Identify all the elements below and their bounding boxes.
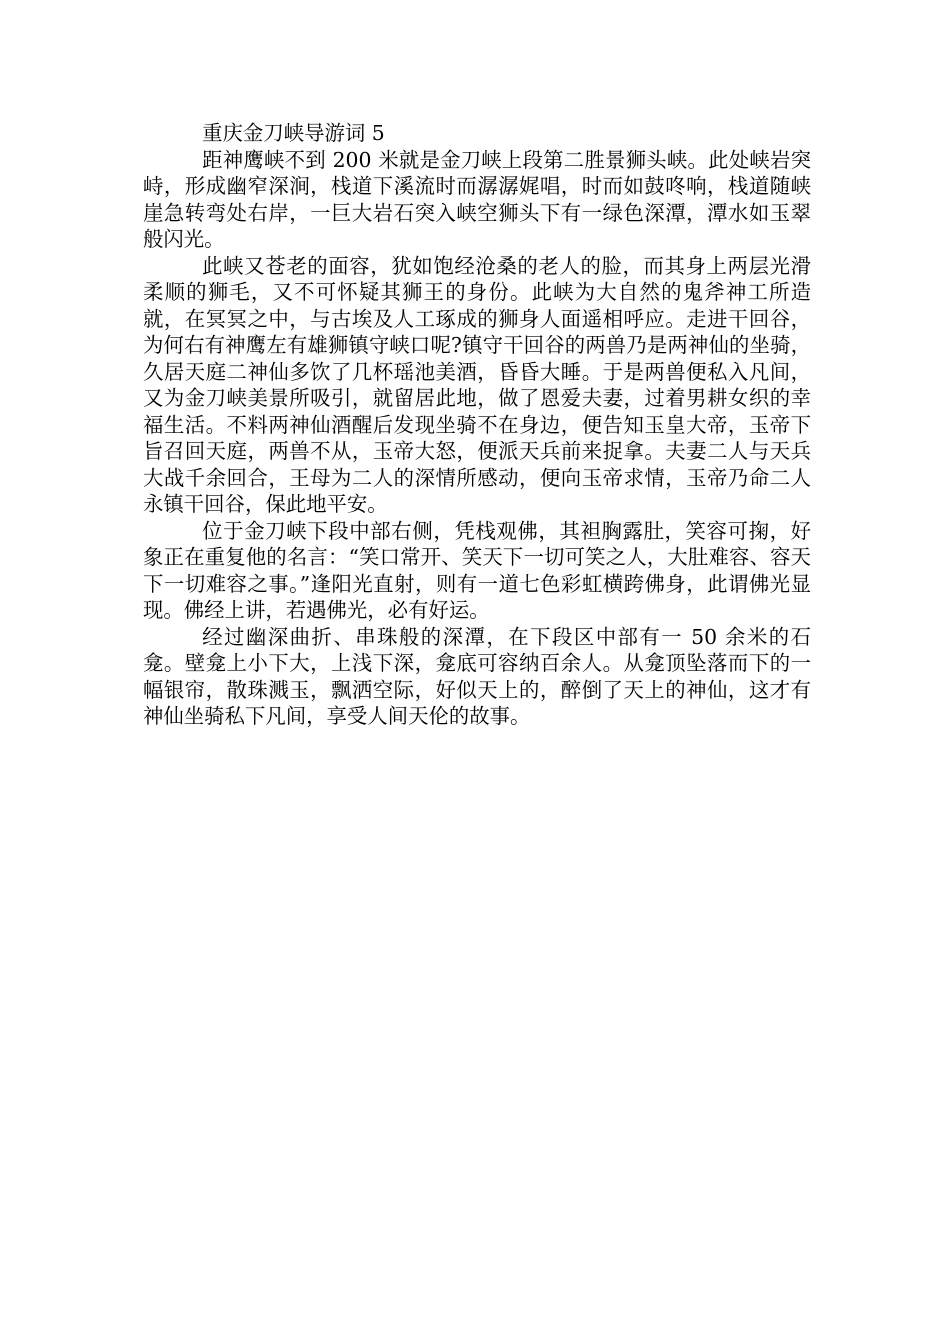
document-title: 重庆金刀峡导游词 5 [202,121,385,145]
paragraph-stone-niche: 经过幽深曲折、串珠般的深潭，在下段区中部有一 50 余米的石龛。壁龛上小下大，上浅下深，龛底可容纳百余人。从龛顶坠落而下的一幅银帘，散珠溅玉，飘洒空际，好似天上的，醉倒了天上的神仙，这才有神仙坐骑私下凡间，享受人间天伦的故事。 [143,624,811,728]
paragraph-shitou-gorge: 距神鹰峡不到 200 米就是金刀峡上段第二胜景狮头峡。此处峡岩突峙，形成幽窄深涧，栈道下溪流时而潺潺娓唱，时而如鼓咚响，栈道随峡崖急转弯处右岸，一巨大岩石突入峡空狮头下有一绿色深潭，潭水如玉翠般闪光。 [143,147,811,251]
paragraph-buddha: 位于金刀峡下段中部右侧，凭栈观佛，其袒胸露肚，笑容可掬，好象正在重复他的名言：“笑口常开、笑天下一切可笑之人，大肚难容、容天下一切难容之事。”逢阳光直射，则有一道七色彩虹横跨佛身，此谓佛光显现。佛经上讲，若遇佛光，必有好运。 [143,518,811,622]
paragraph-legend: 此峡又苍老的面容，犹如饱经沧桑的老人的脸，而其身上两层光滑柔顺的狮毛，又不可怀疑其狮王的身份。此峡为大自然的鬼斧神工所造就，在冥冥之中，与古埃及人工琢成的狮身人面遥相呼应。走进干回谷，为何右有神鹰左有雄狮镇守峡口呢?镇守干回谷的两兽乃是两神仙的坐骑，久居天庭二神仙多饮了几杯瑶池美酒，昏昏大睡。于是两兽便私入凡间，又为金刀峡美景所吸引，就留居此地，做了恩爱夫妻，过着男耕女织的幸福生活。不料两神仙酒醒后发现坐骑不在身边，便告知玉皇大帝，玉帝下旨召回天庭，两兽不从，玉帝大怒，便派天兵前来捉拿。夫妻二人与天兵大战千余回合，王母为二人的深情所感动，便向玉帝求情，玉帝乃命二人永镇干回谷，保此地平安。 [143,253,811,516]
document-body [143,120,811,730]
